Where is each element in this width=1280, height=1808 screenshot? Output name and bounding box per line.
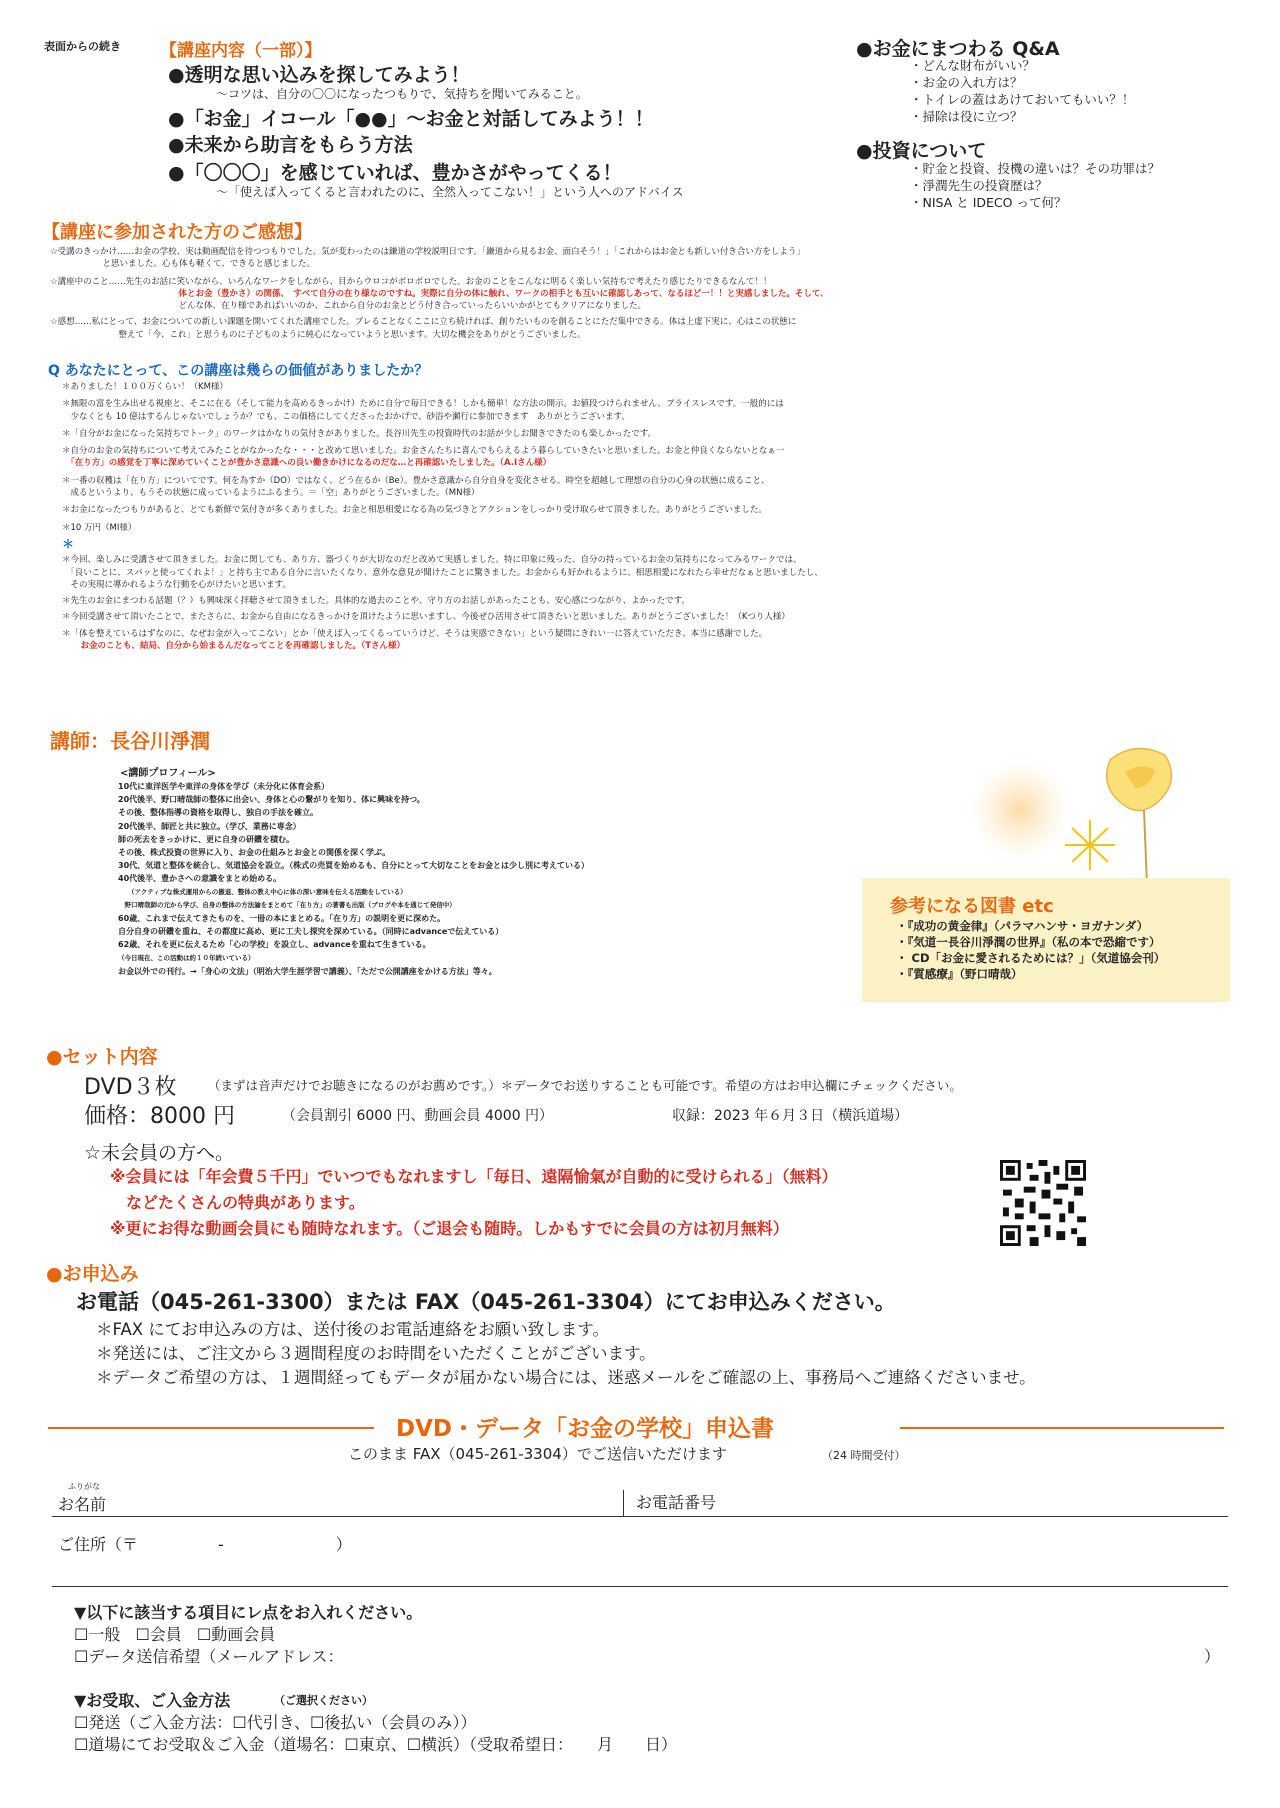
address-underline [52, 1586, 1228, 1587]
price-main: 価格：8000 円 [84, 1104, 235, 1129]
qa-item: ・トイレの蓋はあけておいてもいい？！ [910, 92, 1135, 107]
answer-line: ＊10 万円（MI様） [62, 522, 137, 533]
impressions-heading: 【講座に参加された方のご感想】 [42, 222, 312, 243]
apply-note: ＊FAX にてお申込みの方は、送付後のお電話連絡をお願い致します。 [96, 1320, 609, 1339]
answer-line: 「在り方」の感覚を丁寧に深めていくことが豊かさ意識への良い働きかけになるのだな…と再確認いたしました。（A.Iさん様） [62, 458, 552, 469]
phone-label: お電話番号 [636, 1493, 717, 1512]
answer-line: ＊一番の収穫は「在り方」についてです。何を為すか（DO）ではなく、どう在るか（Be）。豊かさ意識から自分自身を変化させる。時空を超越して理想の自分の心身の状態に成ること、 [62, 475, 770, 486]
answer-line: その実現に導かれるような行動を心がけたいと思います。 [62, 579, 291, 590]
nonmember-text [110, 1164, 838, 1242]
profile-heading: <講師プロフィール> [120, 768, 216, 779]
profile-line: 60歳、これまで伝えてきたものを、一冊の本にまとめる。「在り方」の説明を更に深めた。 [118, 914, 446, 924]
answer-line: ＊無限の富を生み出せる視座と、そこに在る（そして能力を高めるきっかけ）ために自分で毎日できる！しかも簡単！な方法の開示。お値段つけられません。プライスレスです。一般的には [62, 399, 784, 410]
apply-main: お電話（045-261-3300）または FAX（045-261-3304）にてお申込みください。 [76, 1290, 896, 1314]
qa-heading: ●お金にまつわる Q&A [856, 38, 1060, 60]
checkbox-member[interactable]: ☐会員 [135, 1625, 182, 1644]
impressions-text [50, 246, 1250, 341]
apply-note: ＊発送には、ご注文から３週間程度のお時間をいただくことがございます。 [96, 1344, 656, 1363]
teacher-heading: 講師：長谷川淨潤 [50, 729, 210, 753]
receive-heading: ▼お受取、ご入金方法 [74, 1691, 231, 1710]
answer-line: ＊「体を整えているはずなのに、なぜお金が入ってこない」とか「使えば入ってくるっていうけど、そうは実感できない」という疑問にきれい一に答えていただき、本当に感謝でした。 [62, 628, 768, 639]
profile-line: （今日現在、この活動は約１０年続いている） [118, 953, 255, 962]
profile-text [118, 780, 818, 978]
impression-line: 体とお金（豊かさ）の関係、 すべて自分の在り様なのですね。実際に自分の体に触れ、ワークの相手とも互いに確認しあって、なるほど一！！と実感しました。そして、 [170, 288, 829, 299]
profile-line: 師の死去をきっかけに、更に自身の研鑽を積む。 [118, 834, 294, 844]
checkbox-video-member[interactable]: ☐動画会員 [196, 1625, 276, 1644]
impression-line: ☆講座中のこと……先生のお話に笑いながら、いろんなワークをしながら、目からウロコがボロボロでした。お金のことをこんなに明るく楽しい気持ちで考えたり感じたりできるなんて！！ [50, 276, 772, 287]
answer-line: ＊ [62, 536, 75, 551]
book-item: ・『質感療』（野口晴哉） [896, 967, 1023, 981]
invest-item: ・淨潤先生の投資歴は？ [910, 178, 1048, 193]
qa-item: ・掃除は役に立つ？ [910, 109, 1023, 124]
sparkle-icon [1065, 820, 1115, 870]
impression-line: ☆感想……私にとって、お金についての新しい課題を開いてくれた講座でした。ブレることなくここに立ち続ければ、創りたいものを創ることにただ集中できる。体は上虚下実に、心はこの状態に [50, 317, 797, 328]
profile-line: 20代後半、野口晴哉師の整体に出会い、身体と心の繋がりを知り、体に興味を持つ。 [118, 795, 425, 805]
apply-notes [96, 1318, 1036, 1390]
name-phone-divider [623, 1490, 624, 1516]
continued-label: 表面からの続き [44, 40, 121, 53]
invest-heading: ●投資について [856, 140, 987, 162]
answers-list [62, 381, 1252, 652]
profile-line: （アクティブな株式運用からの撤退、整体の教え中心に体の深い意味を伝える活動をしている） [128, 887, 407, 896]
answer-line: ＊お金になったつもりがあると、とても新鮮で気付きが多くありました。お金と相思相愛になる為の気づきとアクションをしっかり受け取らせて頂きました。ありがとうございました。 [62, 505, 767, 516]
qr-code-icon[interactable] [1000, 1160, 1086, 1246]
form-subtitle-note: （24 時間受付） [822, 1449, 906, 1462]
profile-line: その後、株式投資の世界に入り、お金の仕組みとお金との関係を深く学ぶ。 [118, 848, 391, 858]
answer-line: ＊今回、楽しみに受講させて頂きました。お金に関しても、あり方、器づくりが大切なのだと改めて実感しました。特に印象に残った、自分の持っているお金の気持ちになってみるワークでは、 [62, 555, 802, 566]
email-close-paren: ） [1204, 1647, 1221, 1666]
course-heading: 【講座内容（一部）】 [160, 41, 322, 61]
profile-line: 野口晴哉師の元から学び、自身の整体の方法論をまとめて「在り方」の著書も出版（ブログや本を通じて発信中） [118, 900, 456, 909]
invest-item: ・NISA と IDECO って何？ [910, 195, 1067, 210]
checkbox-general[interactable]: ☐一般 [74, 1625, 121, 1644]
form-title: DVD・データ「お金の学校」申込書 [396, 1416, 774, 1442]
impression-line: ☆受講のきっかけ……お金の学校、実は動画配信を待つつもりでした。気が変わったのは鎌道の学校説明日です。「鎌道から見るお金、面白そう！」「これからはお金とも新しい付き合い方をしよう」 [50, 247, 805, 257]
answer-line: ＊今回受講させて頂いたことで、またさらに、お金から自由になるきっかけを頂けたように思いますし、今後ぜひ活用させて頂きたいと思いました。ありがとうございました！（Kつり人様） [62, 612, 790, 623]
email-field[interactable] [420, 1642, 1200, 1664]
form-title-rule-left [48, 1427, 374, 1429]
form-title-rule-right [900, 1427, 1224, 1429]
price-note: （会員割引 6000 円、動画会員 4000 円） [282, 1108, 554, 1124]
profile-line: 10代に東洋医学や東洋の身体を学び（未分化に体育会系） [118, 782, 330, 791]
nonmember-heading: ☆未会員の方へ。 [84, 1142, 235, 1164]
answer-line: お金のことも、結局、自分から始まるんだなってことを再確認しました。（Tさん様） [72, 641, 406, 652]
nonmember-line: などたくさんの特典があります。 [110, 1193, 365, 1212]
form-subtitle: このまま FAX（045-261-3304）でご送信いただけます [348, 1445, 727, 1463]
apply-heading: ●お申込み [46, 1263, 139, 1285]
glow-circle [970, 760, 1070, 860]
receive-note: （ご選択ください） [274, 1694, 373, 1707]
nonmember-line: ※更にお得な動画会員にも随時なれます。（ご退会も随時。しかもすでに会員の方は初月無料） [110, 1219, 789, 1238]
profile-line: 自分自身の研鑽を重ね、その都度に高め、更に工夫し探究を深めている。（同時にadvanceで伝えている） [118, 927, 504, 937]
set-heading: ●セット内容 [46, 1046, 158, 1068]
profile-line: 62歳、それを更に伝えるため「心の学校」を設立し、advanceを重ねて生きている。 [118, 940, 431, 950]
invest-list [910, 160, 1160, 211]
profile-line: 40代後半、豊かさへの意識をまとめ始める。 [118, 874, 282, 884]
dvd-main: DVD３枚 [84, 1075, 177, 1100]
check-heading: ▼以下に該当する項目にレ点をお入れください。 [74, 1603, 423, 1622]
apply-note: ＊データご希望の方は、１週間経ってもデータが届かない場合には、迷惑メールをご確認の上、事務局へご連絡くださいませ。 [96, 1368, 1036, 1387]
invest-item: ・貯金と投資、投機の違いは？その功罪は？ [910, 161, 1161, 176]
books-heading: 参考になる図書 etc [890, 896, 1054, 917]
answer-line: 「良いことに、スパッと使ってくれよ！」と持ち主である自分に言いたくなり、意外な意見が聞けたことに驚きました。お金からも好かれるように、相思相愛になれたら幸せだなぁと思いましたし、 [62, 567, 823, 578]
profile-line: お金以外での刊行。→「身心の文法」（明治大学生涯学習で講義）、「ただで公開講座をかける方法」等々。 [118, 966, 497, 976]
dvd-note: （まずは音声だけでお聴きになるのがお薦めです。）＊データでお送りすることも可能です。希望の方はお申込欄にチェックください。 [208, 1078, 962, 1093]
recording-date: 収録：2023 年６月３日（横浜道場） [672, 1108, 909, 1124]
impression-line: 整えて「今、これ」と思うものに子どものように純心になっていようと思います。大切な機会をありがとうございました。 [110, 329, 586, 340]
name-underline [52, 1516, 1228, 1517]
qa-item: ・どんな財布がいい？ [910, 58, 1036, 73]
course-list [168, 62, 848, 200]
book-item: ・『気道一長谷川淨潤の世界』（私の本で恐縮です） [896, 935, 1161, 949]
checkbox-data-send[interactable]: ☐データ送信希望（メールアドレス： [74, 1647, 344, 1666]
answer-line: ＊ありました！１００万くらい！（KM様） [62, 382, 228, 392]
receive-option-ship[interactable]: ☐発送（ご入金方法：☐代引き、☐後払い（会員のみ）） [74, 1713, 477, 1732]
check-options [74, 1622, 275, 1645]
value-question: Q あなたにとって、この講座は幾らの価値がありましたか？ [48, 363, 429, 379]
book-item: ・ CD「お金に愛されるためには？」（気道協会刊） [896, 951, 1166, 965]
book-item: ・『成功の黄金律』（パラマハンサ・ヨガナンダ） [896, 919, 1149, 933]
address-label: ご住所（〒 - ） [58, 1535, 352, 1554]
qa-item: ・お金の入れ方は？ [910, 75, 1023, 90]
course-item-2-title: ●「お金」イコール「●●」～お金と対話してみよう！！ [168, 108, 654, 130]
course-item-4-title: ●「〇〇〇」を感じていれば、豊かさがやってくる！ [168, 162, 622, 184]
impression-line: どんな体、在り様であればいいのか、これから自分のお金とどう付き合っていったらいいかがとてもクリアになりました。 [170, 301, 647, 312]
name-field[interactable] [160, 1488, 610, 1514]
course-item-1-sub: ～コツは、自分の〇〇になったつもりで、気持ちを聞いてみること。 [216, 87, 588, 101]
impression-line: と思いました。心も体も軽くて、できると感じました。 [94, 259, 315, 270]
profile-line: その後、整体指導の資格を取得し、独自の手法を確立。 [118, 808, 318, 818]
name-label: お名前 [58, 1495, 107, 1514]
course-item-3-title: ●未来から助言をもらう方法 [168, 134, 413, 156]
nonmember-line: ※会員には「年会費５千円」でいつでもなれますし「毎日、遠隔愉氣が自動的に受けられる」（無料） [110, 1167, 838, 1186]
profile-line: 20代後半、師匠と共に独立。（学び、業務に専念） [118, 821, 301, 831]
answer-line: 少なくとも 10 億はするんじゃないでしょうか？でも、この価格にしてくださったおかげで、砂浴や瀬行に参加できます ありがとうございます。 [62, 411, 630, 422]
phone-field[interactable] [740, 1488, 1220, 1514]
address-field[interactable] [400, 1528, 1220, 1582]
answer-line: ＊自分のお金の気持ちについて考えてみたことがなかったな・・・と改めて思いました。お金さんたちに喜んでもらえるよう暮らしていきたいと思いました。お金と仲良くならないとなぁ一 [62, 446, 785, 457]
qa-list [910, 57, 1134, 125]
receive-option-dojo[interactable]: ☐道場にてお受取＆ご入金（道場名：☐東京、☐横浜）（受取希望日： 月 日） [74, 1735, 678, 1754]
course-item-1-title: ●透明な思い込みを探してみよう！ [168, 64, 470, 86]
profile-line: 30代、気道と整体を統合し、気道協会を設立。（株式の売買を始めるも、自分にとって大切なことをお金とは少し別に考えている） [118, 861, 589, 871]
furigana-label: ふりがな [68, 1482, 100, 1491]
answer-line: 成るというより、もうその状態に成っているようにふるまう。＝「空」ありがとうございました。（MN様） [62, 488, 480, 499]
answer-line: ＊先生のお金にまつわる話題（？）も興味深く拝聴させて頂きました。具体的な過去のことや、守り方のお話しがあったことも、安心感につながり、よかったです。 [62, 596, 690, 607]
course-item-4-sub: ～「使えば入ってくると言われたのに、全然入ってこない！」という人へのアドバイス [216, 185, 684, 199]
books-list [896, 918, 1165, 982]
answer-line: ＊「自分がお金になった気持ちでトーク」のワークはかなりの気付きがありました。長谷川先生の投資時代のお話が少しお聞きできたのも楽しかったです。 [62, 428, 657, 439]
